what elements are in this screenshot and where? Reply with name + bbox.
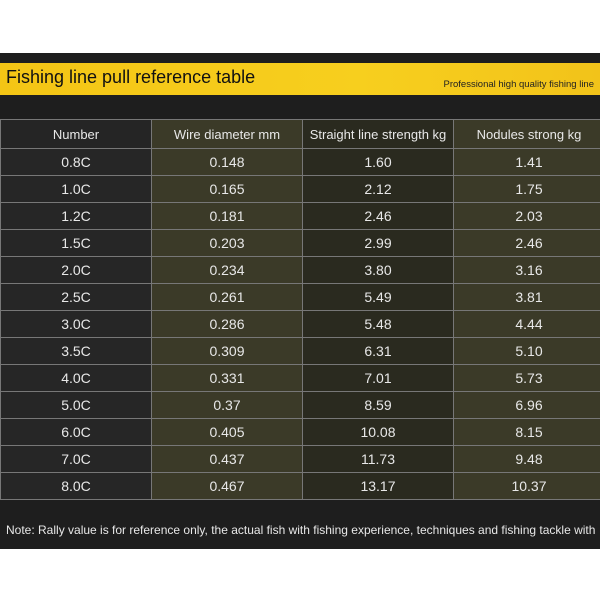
cell-number: 4.0C	[1, 365, 152, 392]
cell-nodule-strength: 4.44	[454, 311, 600, 338]
cell-wire-diameter: 0.261	[152, 284, 303, 311]
table-row	[1, 419, 600, 446]
cell-number: 0.8C	[1, 149, 152, 176]
cell-wire-diameter: 0.234	[152, 257, 303, 284]
table-row	[1, 176, 600, 203]
cell-nodule-strength: 3.16	[454, 257, 600, 284]
cell-number: 1.5C	[1, 230, 152, 257]
cell-straight-strength: 2.99	[303, 230, 454, 257]
cell-wire-diameter: 0.203	[152, 230, 303, 257]
table-row	[1, 365, 600, 392]
cell-wire-diameter: 0.148	[152, 149, 303, 176]
cell-nodule-strength: 5.10	[454, 338, 600, 365]
table-row	[1, 149, 600, 176]
cell-number: 7.0C	[1, 446, 152, 473]
reference-panel	[0, 53, 600, 549]
cell-straight-strength: 13.17	[303, 473, 454, 500]
cell-straight-strength: 3.80	[303, 257, 454, 284]
cell-number: 3.0C	[1, 311, 152, 338]
cell-nodule-strength: 2.03	[454, 203, 600, 230]
cell-straight-strength: 2.46	[303, 203, 454, 230]
cell-nodule-strength: 5.73	[454, 365, 600, 392]
cell-number: 3.5C	[1, 338, 152, 365]
table-row	[1, 446, 600, 473]
cell-wire-diameter: 0.437	[152, 446, 303, 473]
footnote: Note: Rally value is for reference only, the actual fish with fishing experience, techniques and fishing tackle with	[6, 523, 596, 537]
table-row	[1, 473, 600, 500]
cell-straight-strength: 8.59	[303, 392, 454, 419]
column-header-wire-diameter: Wire diameter mm	[152, 120, 303, 149]
cell-number: 6.0C	[1, 419, 152, 446]
cell-number: 1.0C	[1, 176, 152, 203]
cell-straight-strength: 5.48	[303, 311, 454, 338]
table-row	[1, 311, 600, 338]
table-row	[1, 203, 600, 230]
cell-number: 2.5C	[1, 284, 152, 311]
cell-wire-diameter: 0.286	[152, 311, 303, 338]
title-bar	[0, 63, 600, 95]
column-header-number: Number	[1, 120, 152, 149]
cell-nodule-strength: 8.15	[454, 419, 600, 446]
cell-straight-strength: 1.60	[303, 149, 454, 176]
cell-wire-diameter: 0.467	[152, 473, 303, 500]
cell-nodule-strength: 6.96	[454, 392, 600, 419]
table-body	[1, 149, 600, 500]
cell-straight-strength: 2.12	[303, 176, 454, 203]
cell-wire-diameter: 0.405	[152, 419, 303, 446]
page-subtitle: Professional high quality fishing line	[443, 79, 594, 90]
cell-straight-strength: 11.73	[303, 446, 454, 473]
column-header-straight-strength: Straight line strength kg	[303, 120, 454, 149]
table-header-row	[1, 120, 600, 149]
table-row	[1, 392, 600, 419]
cell-wire-diameter: 0.331	[152, 365, 303, 392]
pull-reference-table	[0, 119, 600, 500]
page-title: Fishing line pull reference table	[6, 67, 256, 87]
cell-straight-strength: 6.31	[303, 338, 454, 365]
cell-straight-strength: 7.01	[303, 365, 454, 392]
cell-wire-diameter: 0.181	[152, 203, 303, 230]
table-row	[1, 338, 600, 365]
cell-wire-diameter: 0.165	[152, 176, 303, 203]
table-row	[1, 284, 600, 311]
cell-nodule-strength: 2.46	[454, 230, 600, 257]
cell-nodule-strength: 10.37	[454, 473, 600, 500]
cell-nodule-strength: 9.48	[454, 446, 600, 473]
cell-straight-strength: 5.49	[303, 284, 454, 311]
cell-nodule-strength: 1.41	[454, 149, 600, 176]
cell-number: 2.0C	[1, 257, 152, 284]
column-header-nodule-strength: Nodules strong kg	[454, 120, 600, 149]
table-row	[1, 257, 600, 284]
cell-nodule-strength: 1.75	[454, 176, 600, 203]
cell-number: 8.0C	[1, 473, 152, 500]
cell-wire-diameter: 0.309	[152, 338, 303, 365]
cell-number: 5.0C	[1, 392, 152, 419]
cell-nodule-strength: 3.81	[454, 284, 600, 311]
cell-number: 1.2C	[1, 203, 152, 230]
cell-straight-strength: 10.08	[303, 419, 454, 446]
table-row	[1, 230, 600, 257]
cell-wire-diameter: 0.37	[152, 392, 303, 419]
